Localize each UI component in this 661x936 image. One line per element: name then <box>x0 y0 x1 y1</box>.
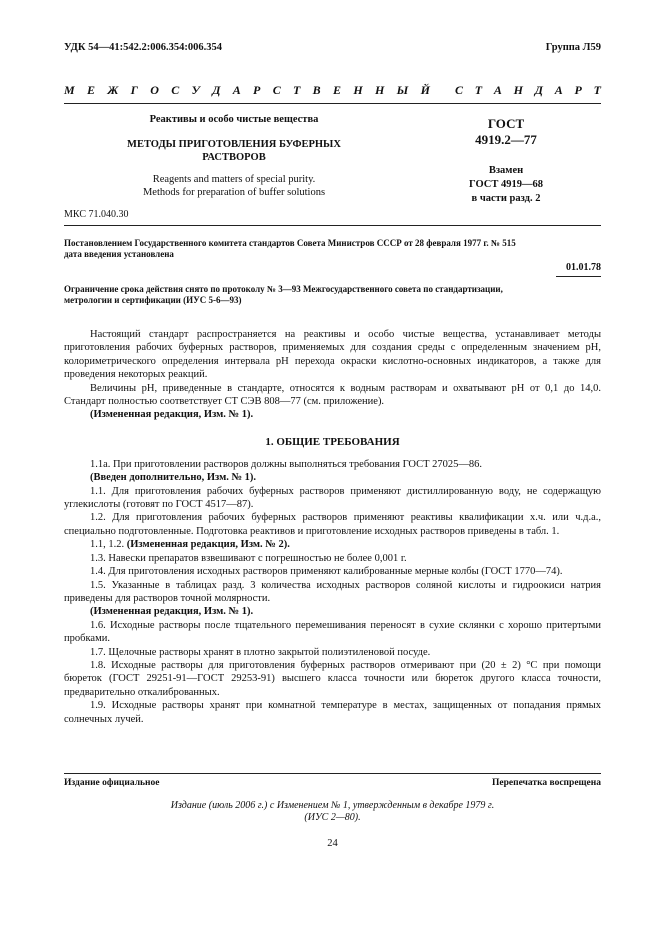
intro-1-text: Настоящий стандарт распространяется на реактивы и особо чистые вещества, устанавливает методы приготовления рабочих буферных растворов, применяемых для создания среды с определенным значением pH, колориметрического определения интервала pH перехода окраски кислотно-основных индикаторов, а также для проведения некоторых реакций. <box>64 329 601 381</box>
clause-1-4-text: 1.4. Для приготовления исходных растворов применяют калиброванные мерные колбы (ГОСТ 1770—74). <box>90 566 563 578</box>
banner-letter: Н <box>353 83 363 97</box>
clause-1-6 <box>64 619 601 646</box>
intro-change-note <box>64 408 601 421</box>
clause-1-1a-note <box>64 471 601 484</box>
clause-1-7-text: 1.7. Щелочные растворы хранят в плотно закрытой полиэтиленовой посуде. <box>90 646 431 658</box>
clause-1-2-text: 1.2. Для приготовления рабочих буферных растворов применяют реактивы квалификации х.ч. или ч.д.а., специально подготовленные. Подготовка реактивов и приготовление исходных растворов приведены в табл. 1. <box>64 512 601 537</box>
clause-1-1-1-2-note <box>64 538 601 551</box>
banner-letter: У <box>191 83 200 97</box>
gost-designation <box>446 116 566 148</box>
limit-line2: метрологии и сертификации (ИУС 5-6—93) <box>64 295 242 305</box>
replaces-part: в части разд. 2 <box>471 193 541 204</box>
banner-letter: С <box>455 83 464 97</box>
clause-1-1a <box>64 458 601 471</box>
product-category: Реактивы и особо чистые вещества <box>149 114 319 125</box>
replaces-label: Взамен <box>488 165 524 176</box>
clause-1-7 <box>64 646 601 659</box>
banner-letter: Н <box>513 83 524 97</box>
replaces-block <box>446 164 566 206</box>
clause-1-6-text: 1.6. Исходные растворы после тщательного перемешивания переносят в сухие склянки с хорошо притертыми пробками. <box>64 619 601 645</box>
banner-letter: Е <box>86 83 95 97</box>
banner-letter: Т <box>593 83 601 97</box>
banner-letter: Т <box>474 83 483 97</box>
intro-paragraph-1 <box>64 328 601 382</box>
clause-1-5 <box>64 579 601 606</box>
clause-1-4 <box>64 565 601 578</box>
intro-paragraph-2 <box>64 382 601 409</box>
banner-letter: С <box>171 83 180 97</box>
banner-letter: В <box>312 83 321 97</box>
standard-title-line1: МЕТОДЫ ПРИГОТОВЛЕНИЯ БУФЕРНЫХ <box>127 139 341 150</box>
footer-rule <box>64 773 601 774</box>
english-title <box>64 173 404 199</box>
decree-line2: дата введения установлена <box>64 249 174 259</box>
clause-1-9-text: 1.9. Исходные растворы хранят при комнатной температуре в местах, защищенных от попадания прямых солнечных лучей. <box>64 700 601 725</box>
banner-rule <box>64 103 601 104</box>
limit-removed-text <box>64 284 601 306</box>
gost-number: 4919.2—77 <box>475 132 537 147</box>
intro-2-text: Величины pH, приведенные в стандарте, относятся к водным растворам и охватывают pH от 0,1 до 14,0. Стандарт полностью соответствует СТ СЭВ 808—77 (см. приложение). <box>64 382 601 408</box>
edition-line2: (ИУС 2—80). <box>304 812 361 823</box>
banner-letter: О <box>150 83 159 97</box>
banner-letter: Р <box>253 83 261 97</box>
clause-1-3-text: 1.3. Навески препаратов взвешивают с погрешностью не более 0,001 г. <box>90 552 407 564</box>
banner-letter: Ы <box>396 83 409 97</box>
standard-title-line2: РАСТВОРОВ <box>202 152 266 163</box>
clause-1-1 <box>64 485 601 512</box>
edition-info <box>64 800 601 824</box>
clause-1-9 <box>64 699 601 726</box>
interstate-standard-banner <box>64 83 601 98</box>
banner-letter: Т <box>293 83 301 97</box>
banner-letter: А <box>232 83 241 97</box>
english-title-line1: Reagents and matters of special purity. <box>152 174 316 185</box>
banner-letter: Д <box>212 83 221 97</box>
clause-1-2 <box>64 511 601 538</box>
banner-letter: А <box>493 83 502 97</box>
banner-letter: М <box>64 83 75 97</box>
mks-code: МКС 71.040.30 <box>64 209 129 220</box>
gost-label: ГОСТ <box>487 116 525 131</box>
limit-line1: Ограничение срока действия снято по протоколу № 3—93 Межгосударственного совета по стандартизации, <box>64 284 503 294</box>
clause-1-5-note-text: (Измененная редакция, Изм. № 1). <box>90 606 254 618</box>
edition-line1: Издание (июль 2006 г.) с Изменением № 1, утвержденным в декабре 1979 г. <box>170 800 495 811</box>
banner-letter: Ж <box>107 83 119 97</box>
clause-1-1-text: 1.1. Для приготовления рабочих буферных растворов применяют дистиллированную воду, не содержащую углекислоты (готовят по ГОСТ 4517—87). <box>64 485 601 511</box>
standard-title <box>64 138 404 164</box>
official-edition: Издание официальное <box>64 778 160 788</box>
section-heading: 1. ОБЩИЕ ТРЕБОВАНИЯ <box>265 435 400 448</box>
banner-letter: Г <box>130 83 138 97</box>
effective-date: 01.01.78 <box>566 262 601 273</box>
banner-letter: Й <box>420 83 430 97</box>
date-underline <box>556 276 601 277</box>
clause-1-1a-note-text: (Введен дополнительно, Изм. № 1). <box>90 472 257 484</box>
body-text <box>64 328 601 726</box>
group-code: Группа Л59 <box>545 42 601 53</box>
banner-letter: Е <box>333 83 342 97</box>
page-number: 24 <box>327 838 338 849</box>
replaces-gost: ГОСТ 4919—68 <box>469 179 543 190</box>
udk-code: УДК 54—41:542.2:006.354:006.354 <box>64 42 222 53</box>
banner-letter: А <box>554 83 563 97</box>
intro-3-text: (Измененная редакция, Изм. № 1). <box>90 409 254 421</box>
reprint-prohibited: Перепечатка воспрещена <box>491 778 601 788</box>
clause-1-1-1-2-note-text: (Измененная редакция, Изм. № 2). <box>126 539 290 551</box>
clause-1-8-text: 1.8. Исходные растворы для приготовления буферных растворов отмеривают при (20 ± 2) °С при помощи бюреток (ГОСТ 29251-91—ГОСТ 29253-91) высшего класса точности или бюреток другого класса точности, предварительно откалиброванных. <box>64 659 601 698</box>
english-title-line2: Methods for preparation of buffer solutions <box>142 187 326 198</box>
clause-1-5-text: 1.5. Указанные в таблицах разд. 3 количества исходных растворов соляной кислоты и гидроокиси натрия приведены для растворов точной молярности. <box>64 579 601 604</box>
banner-letter: С <box>272 83 281 97</box>
clause-1-1-1-2-prefix: 1.1, 1.2. <box>90 539 125 551</box>
banner-letter: Д <box>534 83 543 97</box>
banner-letter: Н <box>374 83 385 97</box>
banner-letter: Р <box>574 83 582 97</box>
title-rule <box>64 225 601 226</box>
clause-1-1a-text: 1.1а. При приготовлении растворов должны выполняться требования ГОСТ 27025—86. <box>90 458 483 470</box>
clause-1-8 <box>64 659 601 699</box>
clause-1-5-note <box>64 605 601 618</box>
banner-word-interstate <box>64 83 430 98</box>
decree-text <box>64 238 601 260</box>
decree-line1: Постановлением Государственного комитета стандартов Совета Министров СССР от 28 февраля 1977 г. № 515 <box>64 238 516 248</box>
clause-1-3 <box>64 552 601 565</box>
banner-word-standard <box>455 83 601 98</box>
